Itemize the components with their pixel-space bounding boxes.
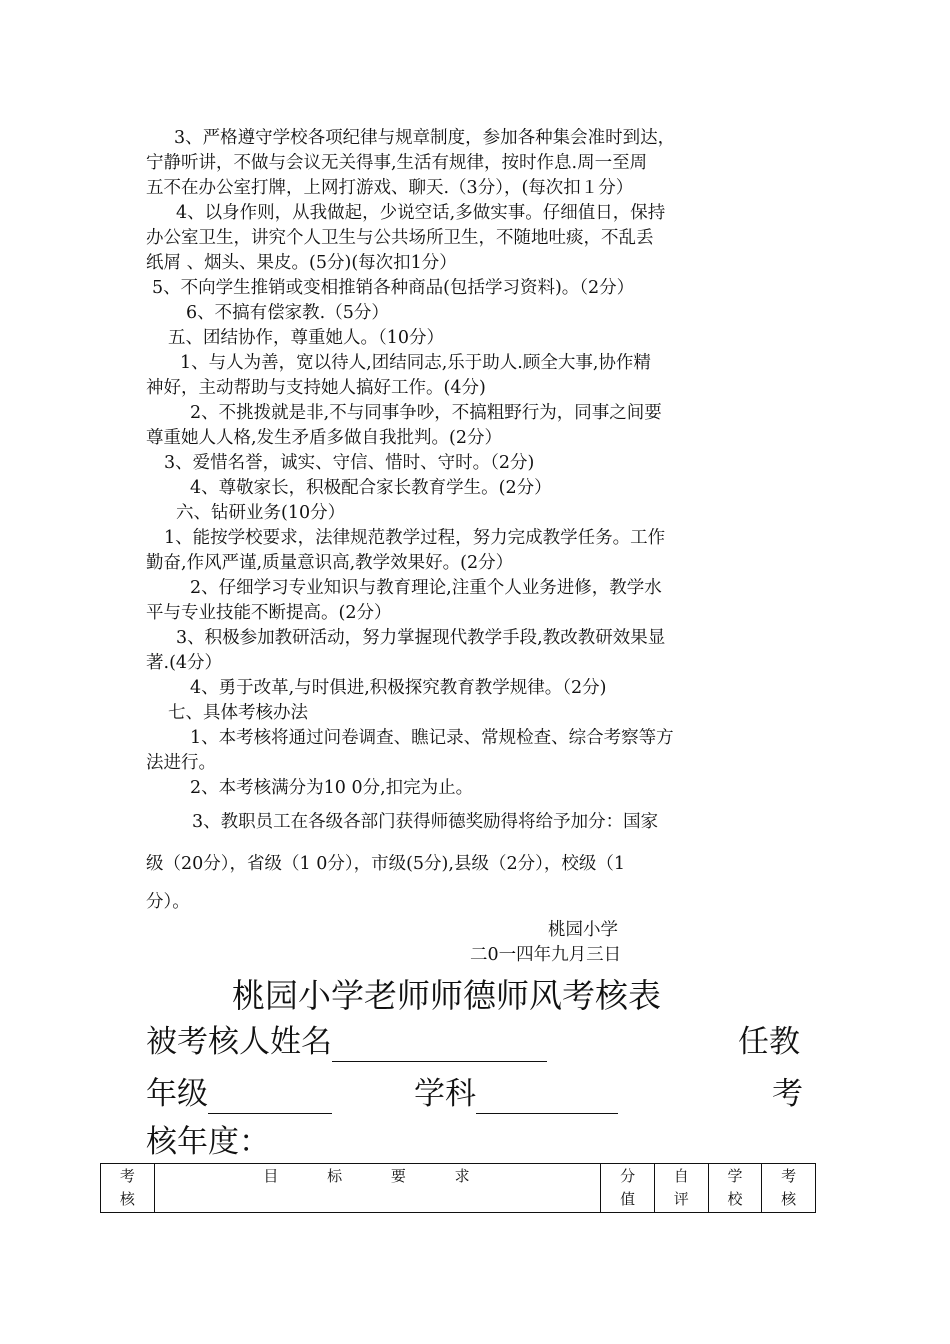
text-line: 分）。	[146, 892, 190, 912]
name-field-row	[146, 1022, 547, 1062]
text-line: 2、不挑拨就是非,不与同事争吵，不搞粗野行为，同事之间要	[190, 403, 662, 423]
grade-blank[interactable]	[208, 1083, 332, 1114]
text-line: 纸屑 、烟头、果皮。(5分)(每次扣1分）	[146, 253, 457, 273]
grade-label: 年级	[146, 1076, 208, 1112]
header-cell-review: 考 核	[762, 1164, 816, 1213]
text-line: 著.(4分）	[146, 653, 223, 673]
name-label: 被考核人姓名	[146, 1024, 332, 1060]
table-header-row	[101, 1164, 816, 1213]
text-line: 2、仔细学习专业知识与教育理论,注重个人业务进修，教学水	[190, 578, 662, 598]
header-cell-goals: 目 标 要 求	[154, 1164, 601, 1213]
text-line: 宁静听讲，不做与会议无关得事,生活有规律，按时作息.周一至周	[146, 153, 648, 173]
text-line: 尊重她人人格,发生矛盾多做自我批判。(2分）	[146, 428, 503, 448]
text-line: 6、不搞有偿家教.（5分）	[186, 303, 389, 323]
subject-label: 学科	[414, 1076, 476, 1112]
grade-prefix: 任教	[738, 1024, 800, 1060]
assessment-table	[100, 1163, 816, 1213]
text-line: 4、勇于改革,与时俱进,积极探究教育教学规律。（2分)	[190, 678, 607, 698]
subject-field-row	[414, 1074, 618, 1114]
year-label: 核年度：	[146, 1124, 270, 1160]
text-line: 3、积极参加教研活动，努力掌握现代教学手段,教改教研效果显	[176, 628, 666, 648]
section-heading: 五、团结协作，尊重她人。（10分）	[168, 328, 445, 348]
text-line: 2、本考核满分为10 0分,扣完为止。	[190, 778, 474, 798]
text-line: 3、爱惜名誉，诚实、守信、惜时、守时。（2分)	[164, 453, 535, 473]
section-heading: 七、具体考核办法	[168, 703, 308, 723]
header-cell-assess: 考 核	[101, 1164, 155, 1213]
text-line: 级（20分），省级（1 0分），市级(5分),县级（2分），校级（1	[146, 854, 625, 874]
year-prefix: 考	[772, 1076, 803, 1112]
text-line: 3、严格遵守学校各项纪律与规章制度，参加各种集会准时到达，	[174, 128, 676, 148]
subject-blank[interactable]	[476, 1083, 618, 1114]
grade-field-row	[146, 1074, 332, 1114]
text-line: 法进行。	[146, 753, 216, 773]
header-cell-school: 学 校	[708, 1164, 762, 1213]
text-line: 平与专业技能不断提高。(2分）	[146, 603, 392, 623]
text-line: 1、本考核将通过问卷调查、瞧记录、常规检查、综合考察等方	[190, 728, 674, 748]
text-line: 4、以身作则，从我做起，少说空话,多做实事。仔细值日，保持	[176, 203, 666, 223]
section-heading: 六、钻研业务(10分）	[176, 503, 346, 523]
signature-date: 二0一四年九月三日	[470, 945, 622, 965]
text-line: 1、与人为善，宽以待人,团结同志,乐于助人.顾全大事,协作精	[180, 353, 651, 373]
header-cell-score: 分 值	[601, 1164, 655, 1213]
form-title: 桃园小学老师师德师风考核表	[232, 976, 661, 1015]
text-line: 4、尊敬家长，积极配合家长教育学生。(2分）	[190, 478, 552, 498]
signature-school: 桃园小学	[548, 920, 618, 940]
name-blank[interactable]	[332, 1031, 547, 1062]
text-line: 1、能按学校要求，法律规范教学过程，努力完成教学任务。工作	[164, 528, 666, 548]
text-line: 5、不向学生推销或变相推销各种商品(包括学习资料)。（2分）	[152, 278, 635, 298]
header-cell-self-eval: 自 评	[654, 1164, 708, 1213]
text-line: 神好，主动帮助与支持她人搞好工作。(4分)	[146, 378, 486, 398]
text-line: 五不在办公室打牌，上网打游戏、聊天.（3分），(每次扣１分）	[146, 178, 634, 198]
text-line: 勤奋,作风严谨,质量意识高,教学效果好。(2分）	[146, 553, 514, 573]
text-line: 办公室卫生，讲究个人卫生与公共场所卫生，不随地吐痰，不乱丢	[146, 228, 654, 248]
text-line: 3、教职员工在各级各部门获得师德奖励得将给予加分：国家	[192, 812, 659, 832]
